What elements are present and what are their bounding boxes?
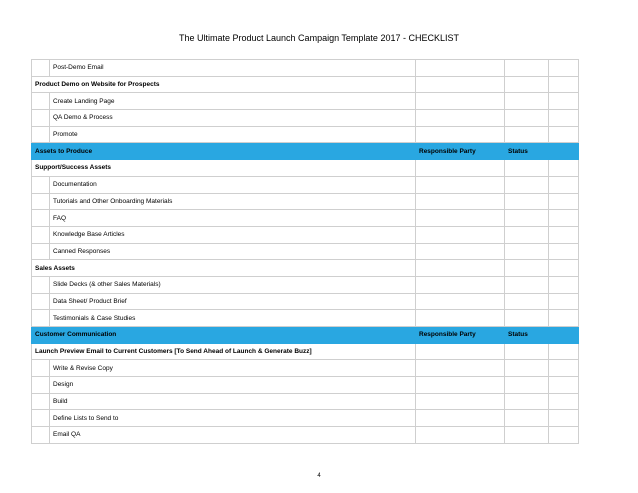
responsible-party-cell[interactable] (416, 76, 505, 93)
indent-cell (32, 210, 50, 227)
responsible-party-cell[interactable] (416, 210, 505, 227)
group-title: Launch Preview Email to Current Customers [To Send Ahead of Launch & Generate Buzz] (32, 343, 416, 360)
status-cell[interactable] (505, 276, 549, 293)
checklist-item-row (32, 293, 579, 310)
extra-cell[interactable] (549, 193, 579, 210)
checklist-item-label: Tutorials and Other Onboarding Materials (50, 193, 416, 210)
extra-cell[interactable] (549, 343, 579, 360)
status-cell[interactable] (505, 226, 549, 243)
checklist-item-row (32, 243, 579, 260)
checklist-item-row (32, 310, 579, 327)
status-cell[interactable] (505, 360, 549, 377)
indent-cell (32, 93, 50, 110)
checklist-item-label: Create Landing Page (50, 93, 416, 110)
extra-cell[interactable] (549, 93, 579, 110)
checklist-item-label: Build (50, 393, 416, 410)
section-title: Assets to Produce (32, 143, 416, 160)
status-cell[interactable] (505, 427, 549, 444)
responsible-party-cell[interactable] (416, 60, 505, 77)
responsible-party-cell[interactable] (416, 343, 505, 360)
status-cell[interactable] (505, 193, 549, 210)
group-row (32, 76, 579, 93)
section-title: Customer Communication (32, 327, 416, 344)
status-cell[interactable] (505, 377, 549, 394)
responsible-party-cell[interactable] (416, 260, 505, 277)
indent-cell (32, 360, 50, 377)
checklist-item-label: Define Lists to Send to (50, 410, 416, 427)
indent-cell (32, 377, 50, 394)
extra-cell[interactable] (549, 60, 579, 77)
status-cell[interactable] (505, 60, 549, 77)
indent-cell (32, 393, 50, 410)
extra-cell[interactable] (549, 276, 579, 293)
indent-cell (32, 176, 50, 193)
extra-cell[interactable] (549, 243, 579, 260)
checklist-item-row (32, 427, 579, 444)
checklist-item-label: FAQ (50, 210, 416, 227)
indent-cell (32, 126, 50, 143)
status-header: Status (505, 143, 549, 160)
extra-cell[interactable] (549, 110, 579, 127)
checklist-item-label: Knowledge Base Articles (50, 226, 416, 243)
responsible-party-cell[interactable] (416, 360, 505, 377)
status-cell[interactable] (505, 343, 549, 360)
responsible-party-cell[interactable] (416, 160, 505, 177)
responsible-party-cell[interactable] (416, 410, 505, 427)
extra-cell[interactable] (549, 310, 579, 327)
extra-cell[interactable] (549, 160, 579, 177)
group-title: Sales Assets (32, 260, 416, 277)
status-cell[interactable] (505, 393, 549, 410)
extra-cell[interactable] (549, 293, 579, 310)
checklist-item-label: Data Sheet/ Product Brief (50, 293, 416, 310)
group-row (32, 260, 579, 277)
extra-cell[interactable] (549, 360, 579, 377)
extra-cell[interactable] (549, 176, 579, 193)
status-cell[interactable] (505, 126, 549, 143)
checklist-item-label: Design (50, 377, 416, 394)
checklist-item-row (32, 276, 579, 293)
status-cell[interactable] (505, 210, 549, 227)
responsible-party-cell[interactable] (416, 110, 505, 127)
responsible-party-cell[interactable] (416, 93, 505, 110)
extra-cell[interactable] (549, 410, 579, 427)
indent-cell (32, 310, 50, 327)
group-title: Product Demo on Website for Prospects (32, 76, 416, 93)
responsible-party-cell[interactable] (416, 427, 505, 444)
indent-cell (32, 193, 50, 210)
checklist-item-label: Post-Demo Email (50, 60, 416, 77)
status-cell[interactable] (505, 160, 549, 177)
checklist-item-row (32, 60, 579, 77)
checklist-item-label: Canned Responses (50, 243, 416, 260)
checklist-item-row (32, 393, 579, 410)
checklist-item-row (32, 360, 579, 377)
status-cell[interactable] (505, 293, 549, 310)
responsible-party-cell[interactable] (416, 193, 505, 210)
status-cell[interactable] (505, 176, 549, 193)
checklist-item-label: Slide Decks (& other Sales Materials) (50, 276, 416, 293)
indent-cell (32, 110, 50, 127)
checklist-item-label: Documentation (50, 176, 416, 193)
responsible-party-cell[interactable] (416, 293, 505, 310)
responsible-party-cell[interactable] (416, 176, 505, 193)
status-cell[interactable] (505, 243, 549, 260)
section-header-row (32, 143, 579, 160)
indent-cell (32, 243, 50, 260)
status-cell[interactable] (505, 410, 549, 427)
status-cell[interactable] (505, 260, 549, 277)
responsible-party-cell[interactable] (416, 243, 505, 260)
checklist-item-label: Promote (50, 126, 416, 143)
extra-cell[interactable] (549, 377, 579, 394)
responsible-party-cell[interactable] (416, 310, 505, 327)
document-title: The Ultimate Product Launch Campaign Template 2017 - CHECKLIST (179, 33, 459, 43)
checklist-item-label: Email QA (50, 427, 416, 444)
extra-cell[interactable] (549, 427, 579, 444)
extra-cell[interactable] (549, 260, 579, 277)
responsible-party-header: Responsible Party (416, 143, 505, 160)
group-row (32, 160, 579, 177)
extra-cell[interactable] (549, 226, 579, 243)
extra-cell[interactable] (549, 126, 579, 143)
group-title: Support/Success Assets (32, 160, 416, 177)
checklist-item-row (32, 210, 579, 227)
indent-cell (32, 60, 50, 77)
extra-header-cell (549, 143, 579, 160)
responsible-party-header: Responsible Party (416, 327, 505, 344)
indent-cell (32, 293, 50, 310)
checklist-table (31, 59, 579, 444)
extra-cell[interactable] (549, 393, 579, 410)
checklist-item-label: QA Demo & Process (50, 110, 416, 127)
extra-cell[interactable] (549, 76, 579, 93)
responsible-party-cell[interactable] (416, 393, 505, 410)
checklist-item-row (32, 93, 579, 110)
indent-cell (32, 410, 50, 427)
page-number: 4 (317, 473, 321, 479)
responsible-party-cell[interactable] (416, 377, 505, 394)
checklist-item-label: Testimonials & Case Studies (50, 310, 416, 327)
status-cell[interactable] (505, 76, 549, 93)
checklist-item-row (32, 226, 579, 243)
checklist-item-row (32, 410, 579, 427)
group-row (32, 343, 579, 360)
status-cell[interactable] (505, 110, 549, 127)
checklist-item-row (32, 377, 579, 394)
status-cell[interactable] (505, 93, 549, 110)
indent-cell (32, 276, 50, 293)
checklist-item-row (32, 110, 579, 127)
responsible-party-cell[interactable] (416, 276, 505, 293)
status-cell[interactable] (505, 310, 549, 327)
section-header-row (32, 327, 579, 344)
checklist-item-row (32, 176, 579, 193)
indent-cell (32, 427, 50, 444)
indent-cell (32, 226, 50, 243)
extra-cell[interactable] (549, 210, 579, 227)
extra-header-cell (549, 327, 579, 344)
checklist-item-row (32, 193, 579, 210)
responsible-party-cell[interactable] (416, 126, 505, 143)
responsible-party-cell[interactable] (416, 226, 505, 243)
checklist-item-label: Write & Revise Copy (50, 360, 416, 377)
checklist-item-row (32, 126, 579, 143)
status-header: Status (505, 327, 549, 344)
